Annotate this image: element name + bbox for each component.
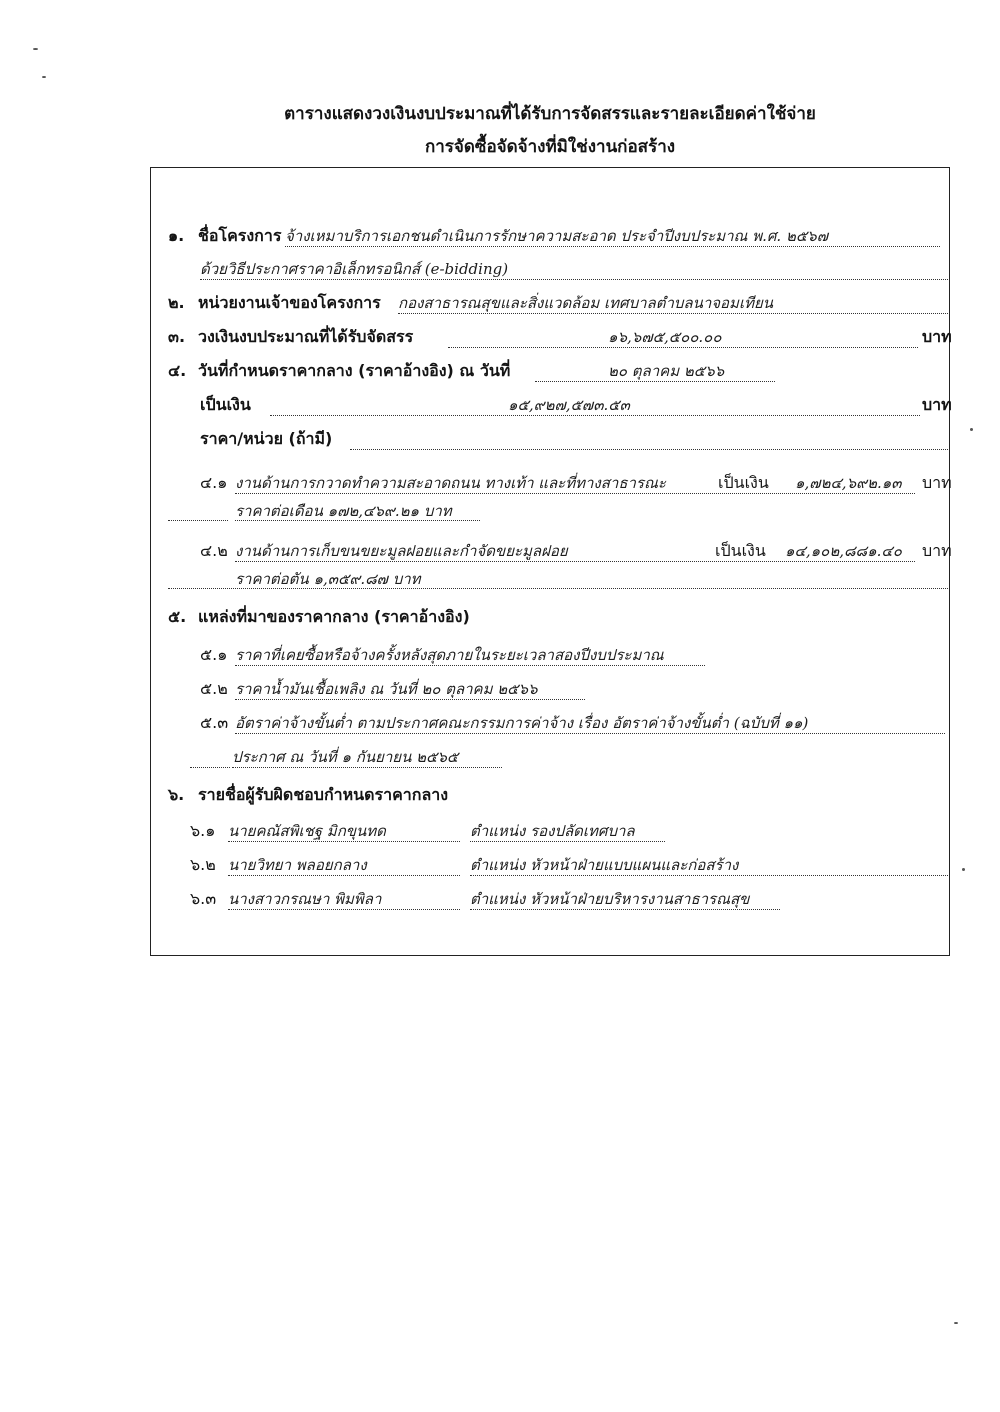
s4-date: ๒๐ ตุลาคม ๒๕๖๖	[608, 362, 725, 380]
s4-per-unit-label: ราคา/หน่วย (ถ้ามี)	[200, 429, 333, 448]
s6-2-position: ตำแหน่ง หัวหน้าฝ่ายแบบแผนและก่อสร้าง	[470, 856, 739, 874]
s1-dotted-line-1	[285, 246, 940, 247]
s2-label: หน่วยงานเจ้าของโครงการ	[198, 293, 381, 312]
s6-3-name-dotted-line	[228, 909, 460, 910]
s4-2-amount: ๑๔,๑๐๒,๘๘๑.๔๐	[785, 542, 902, 560]
s5-2-text: ราคาน้ำมันเชื้อเพลิง ณ วันที่ ๒๐ ตุลาคม ๒๕๖๖	[235, 680, 538, 698]
s4-amount: ๑๕,๙๒๗,๕๗๓.๕๓	[508, 396, 630, 414]
s5-1-text: ราคาที่เคยซื้อหรือจ้างครั้งหลังสุดภายในระยะเวลาสองปีงบประมาณ	[235, 646, 664, 664]
s1-project-method: ด้วยวิธีประกาศราคาอิเล็กทรอนิกส์ (e-bidding)	[200, 260, 509, 278]
s2-dotted-line	[398, 313, 948, 314]
s4-1-detail-dotted-line	[235, 520, 480, 521]
page-subtitle: การจัดซื้อจัดจ้างที่มิใช่งานก่อสร้าง	[424, 137, 676, 157]
scan-speck	[33, 48, 38, 50]
s6-3-number: ๖.๓	[190, 889, 217, 908]
s5-3-text: อัตราค่าจ้างขั้นต่ำ ตามประกาศคณะกรรมการค่าจ้าง เรื่อง อัตราค่าจ้างขั้นต่ำ (ฉบับที่ ๑๑)	[235, 714, 809, 732]
scan-speck	[970, 428, 973, 431]
s6-label: รายชื่อผู้รับผิดชอบกำหนดราคากลาง	[198, 785, 449, 804]
s4-1-unit: บาท	[922, 473, 952, 492]
s1-label: ชื่อโครงการ	[198, 226, 282, 245]
scan-speck	[954, 1322, 958, 1324]
s6-1-name: นายคณัสพิเชฐ มิกขุนทด	[228, 822, 386, 840]
s4-label: วันที่กำหนดราคากลาง (ราคาอ้างอิง) ณ วันที่	[198, 361, 511, 380]
s4-2-amount-label: เป็นเงิน	[715, 541, 766, 560]
s1-number: ๑.	[168, 226, 185, 245]
s5-label: แหล่งที่มาของราคากลาง (ราคาอ้างอิง)	[198, 607, 470, 626]
s2-agency: กองสาธารณสุขและสิ่งแวดล้อม เทศบาลตำบลนาจอมเทียน	[398, 294, 774, 312]
s2-number: ๒.	[168, 293, 185, 312]
s4-1-lead-dots	[168, 520, 228, 521]
s4-1-text: งานด้านการกวาดทำความสะอาดถนน ทางเท้า และที่ทางสาธารณะ	[235, 474, 666, 492]
s4-1-detail: ราคาต่อเดือน ๑๗๒,๔๖๙.๒๑ บาท	[235, 502, 452, 520]
s6-1-name-dotted-line	[228, 841, 460, 842]
s4-1-amount: ๑,๗๒๔,๖๙๒.๑๓	[795, 474, 902, 492]
s6-1-number: ๖.๑	[190, 821, 216, 840]
s4-per-unit-dotted-line	[350, 449, 948, 450]
s6-number: ๖.	[168, 785, 185, 804]
s5-2-dotted-line	[235, 699, 585, 700]
s4-number: ๔.	[168, 361, 187, 380]
scan-speck	[42, 76, 46, 78]
s4-1-number: ๔.๑	[200, 473, 228, 492]
s3-unit: บาท	[922, 327, 952, 346]
s5-3-lead-dots	[190, 767, 230, 768]
s3-number: ๓.	[168, 327, 186, 346]
s5-number: ๕.	[168, 607, 187, 626]
s6-1-position-dotted-line	[470, 841, 665, 842]
s5-1-number: ๕.๑	[200, 645, 228, 664]
s4-amount-label: เป็นเงิน	[200, 395, 251, 414]
s6-3-position: ตำแหน่ง หัวหน้าฝ่ายบริหารงานสาธารณสุข	[470, 890, 750, 908]
page-title: ตารางแสดงวงเงินงบประมาณที่ได้รับการจัดสรรและรายละเอียดค่าใช้จ่าย	[284, 104, 816, 124]
scan-speck	[962, 868, 965, 871]
s1-dotted-line-2	[200, 279, 948, 280]
s5-3-dotted-line-2	[232, 767, 502, 768]
s4-1-amount-label: เป็นเงิน	[718, 473, 769, 492]
s4-2-text: งานด้านการเก็บขนขยะมูลฝอยและกำจัดขยะมูลฝอย	[235, 542, 568, 560]
s5-3-dotted-line	[235, 733, 945, 734]
s5-1-dotted-line	[235, 665, 705, 666]
s4-2-dotted-line	[235, 561, 915, 562]
s6-2-position-dotted-line	[470, 875, 948, 876]
s6-2-name: นายวิทยา พลอยกลาง	[228, 856, 367, 874]
s6-2-number: ๖.๒	[190, 855, 216, 874]
s6-2-name-dotted-line	[228, 875, 460, 876]
s4-2-number: ๔.๒	[200, 541, 228, 560]
s4-2-unit: บาท	[922, 541, 952, 560]
s6-3-position-dotted-line	[470, 909, 780, 910]
s5-3-text-2: ประกาศ ณ วันที่ ๑ กันยายน ๒๕๖๕	[232, 748, 459, 766]
s3-label: วงเงินงบประมาณที่ได้รับจัดสรร	[198, 327, 414, 346]
s6-3-name: นางสาวกรณษา พิมพิลา	[228, 890, 382, 908]
s5-3-number: ๕.๓	[200, 713, 229, 732]
s3-budget-amount: ๑๖,๖๗๕,๕๐๐.๐๐	[608, 328, 722, 346]
s1-project-name: จ้างเหมาบริการเอกชนดำเนินการรักษาความสะอาด ประจำปีงบประมาณ พ.ศ. ๒๕๖๗	[285, 227, 828, 245]
s4-2-detail: ราคาต่อตัน ๑,๓๕๙.๘๗ บาท	[235, 570, 421, 588]
s4-1-dotted-line	[235, 493, 915, 494]
s5-2-number: ๕.๒	[200, 679, 228, 698]
s6-1-position: ตำแหน่ง รองปลัดเทศบาล	[470, 822, 635, 840]
s4-unit: บาท	[922, 395, 952, 414]
